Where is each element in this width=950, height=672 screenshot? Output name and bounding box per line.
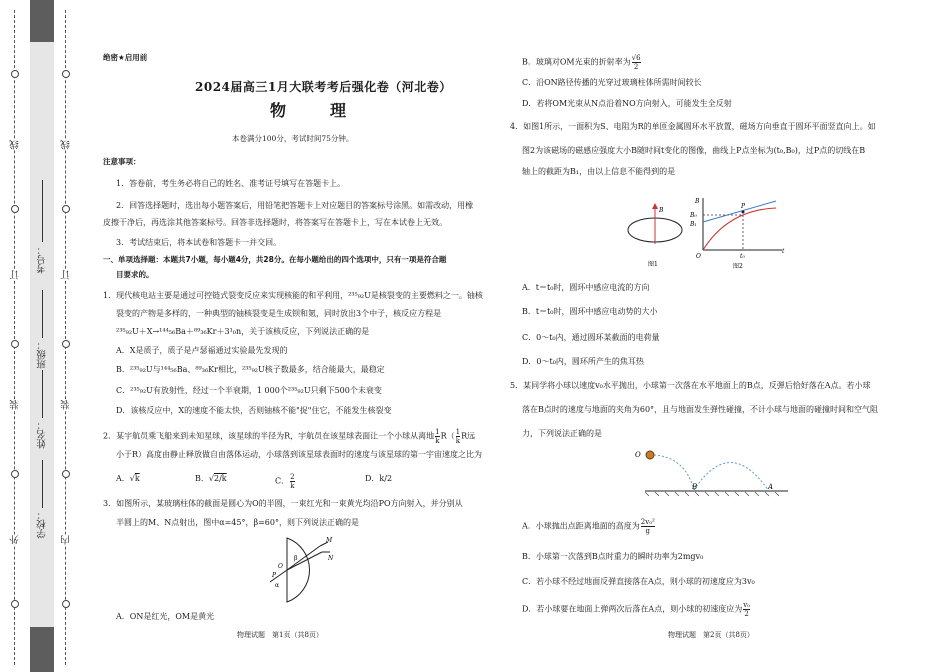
label-p-point: P: [741, 203, 746, 210]
q4-figure-ring: [620, 198, 690, 270]
label-b: B: [692, 483, 698, 491]
q1-line3: ²³⁵₉₂U＋X→¹⁴⁴₅₆Ba＋⁸⁹₃₆Kr＋3¹₀n，关于该核反应，下列说法正确的是: [116, 327, 370, 336]
label-b: B: [659, 207, 664, 214]
class-field-line[interactable]: [42, 290, 43, 338]
label-t0: t₀: [740, 253, 745, 260]
outer-mark: 外: [10, 535, 21, 545]
label-o: O: [635, 451, 641, 459]
name-field-label: 姓名：: [37, 420, 48, 449]
q5-line1: 5．某同学将小球以速度v₀水平抛出，小球第一次落在水平地面上的B点，反弹后恰好落在A点。若小球: [510, 381, 871, 390]
outer-dashed-line: [14, 10, 15, 665]
q4-option-a[interactable]: A．t＝t₀时，圆环中感应电流的方向: [522, 283, 650, 292]
q2-option-a[interactable]: A．√k: [116, 474, 140, 483]
q5-line2: 落在B点时的速度与地面的夹角为60°，且与地面发生弹性碰撞，不计小球与地面的碰撞时间和空气阻: [522, 405, 879, 414]
name-field-line[interactable]: [42, 370, 43, 418]
label-b0: B₀: [690, 212, 697, 219]
q1-option-d[interactable]: D．该核反应中，X的速度不能太快，否则铀核不能"捉"住它，不能发生核裂变: [116, 406, 392, 415]
q4-option-b[interactable]: B．t＝t₀时，圆环中感应电动势的大小: [522, 307, 658, 316]
notes-title: 注意事项：: [103, 157, 141, 166]
section1-heading-cont: 目要求的。: [116, 270, 154, 279]
q3-option-c[interactable]: C．沿ON路径传播的光穿过玻璃柱体所需时间较长: [522, 78, 702, 87]
note-2: 2．回答选择题时，选出每小题答案后，用铅笔把答题卡上对应题目的答案标号涂黑。如需改动，用橡: [116, 201, 474, 210]
label-n: N: [328, 555, 334, 562]
bind-mark-outer: 装: [10, 400, 21, 410]
score-info: 本卷满分100分，考试时间75分钟。: [232, 134, 354, 143]
trajectory-2: [694, 463, 768, 491]
binding-hole: [62, 600, 70, 608]
binding-hole: [11, 70, 19, 78]
inner-dashed-line: [65, 10, 66, 665]
label-beta: β: [294, 555, 298, 562]
q2-option-d[interactable]: D．k/2: [365, 474, 393, 483]
q1-line1: 1．现代核电站主要是通过可控链式裂变反应来实现核能的和平利用，²³⁵₉₂U是核裂变的主要燃料之一。铀核: [103, 291, 483, 300]
inner-mark: 内: [61, 535, 72, 545]
order-mark-inner: 订: [61, 270, 72, 280]
label-origin: O: [696, 253, 701, 260]
binding-hole: [62, 70, 70, 78]
footer-right: 物理试题 第2页（共8页）: [668, 631, 754, 639]
q2-fraction-2: $\frac{1}{k}$: [455, 428, 461, 445]
tangent-line: [703, 201, 776, 222]
binding-hole: [11, 600, 19, 608]
note-2-cont: 皮擦干净后，再选涂其他答案标号。回答非选择题时，将答案写在答题卡上，写在本试卷上无效。: [103, 218, 447, 227]
ground-hatch: [645, 492, 779, 496]
axis-label-t: t: [782, 248, 785, 255]
q3-option-a[interactable]: A．ON是红光，OM是黄光: [116, 612, 215, 621]
school-field-label: 学校：: [37, 510, 48, 539]
q4-figure-graph: [688, 195, 788, 271]
confidential-mark: 绝密★启用前: [103, 53, 148, 62]
label-alpha: α: [275, 582, 280, 589]
q3-option-b[interactable]: B．玻璃对OM光束的折射率为 $\frac{√6}{2}$: [522, 54, 641, 71]
q1-line2: 裂变的产物是多样的，一种典型的铀核裂变是生成钡和氪，同时放出3个中子，核反应方程是: [116, 309, 442, 318]
binding-hole: [11, 205, 19, 213]
line-mark-outer: 线: [10, 140, 21, 150]
fig2-caption: 图2: [733, 263, 743, 270]
q5-option-c[interactable]: C．若小球不经过地面反弹直接落在A点，则小球的初速度应为3v₀: [522, 577, 755, 586]
order-mark-outer: 订: [10, 270, 21, 280]
exam-title: 2024届高三1月大联考考后强化卷（河北卷）: [195, 80, 452, 94]
ball: [646, 451, 654, 459]
id-field-line[interactable]: [42, 180, 43, 242]
q4-option-c[interactable]: C．0～t₀内，通过圆环某截面的电荷量: [522, 333, 660, 342]
label-m: M: [326, 537, 333, 544]
q2-option-c[interactable]: C． $\frac{2}{k}$: [275, 473, 295, 490]
axis-label-b: B: [695, 198, 700, 205]
trajectory-1: [654, 455, 694, 490]
q3-option-d[interactable]: D．若将OM光束从N点沿着NO方向射入，可能发生全反射: [522, 99, 732, 108]
q4-line2: 图2为该磁场的磁感应强度大小B随时间t变化的图像，曲线上P点坐标为(t₀,B₀)，过P点的切线在B: [522, 146, 866, 155]
q3-line1: 3．如图所示，某玻璃柱体的截面是圆心为O的半圆，一束红光和一束黄光均沿PO方向射入，并分别从: [103, 499, 463, 508]
label-o: O: [278, 563, 283, 570]
q5-option-d[interactable]: D．若小球要在地面上弹两次后落在A点，则小球的初速度应为 $\frac{\text{v₀}}{2}$: [522, 601, 750, 618]
arrow-head: [652, 203, 658, 209]
q2-line1-text: 2．某宇航员乘飞船来到未知星球，该星球的半径为R，宇航员在该星球表面让一个小球从离地: [103, 431, 435, 441]
section1-heading: 一、单项选择题：本题共7小题，每小题4分，共28分。在每小题给出的四个选项中，只有一项是符合题: [103, 255, 447, 264]
bind-mark-inner: 装: [61, 400, 72, 410]
label-a: A: [768, 483, 774, 491]
q1-option-c[interactable]: C．²³⁵₉₂U有放射性，经过一个半衰期，1 000个²³⁵₉₂U只剩下500个未衰变: [116, 386, 382, 395]
school-field-line[interactable]: [42, 460, 43, 508]
note-3: 3．考试结束后，将本试卷和答题卡一并交回。: [116, 238, 282, 247]
fig1-caption: 图1: [648, 261, 658, 268]
class-field-label: 班级：: [37, 340, 48, 369]
binding-hole: [11, 340, 19, 348]
q3-semicircle-figure: [270, 530, 350, 610]
footer-left: 物理试题 第1页（共8页）: [237, 631, 323, 639]
semicircle-shape: [287, 538, 310, 602]
q4-line1: 4．如图1所示，一面积为S、电阻为R的单匝金属圆环水平放置，磁场方向垂直于圆环平面竖直向上。如: [510, 122, 876, 131]
q1-option-b[interactable]: B．²³⁵₉₂U与¹⁴⁴₅₆Ba、⁸⁹₃₆Kr相比，²³⁵₉₂U核子数最多，结合能最大，最稳定: [116, 365, 385, 374]
line-mark-inner: 线: [61, 140, 72, 150]
q2-fraction-1: $\frac{1}{k}$: [435, 428, 440, 445]
label-b1: B₁: [690, 221, 697, 228]
binding-hole: [62, 205, 70, 213]
q4-line3: 轴上的截距为B₁，由以上信息不能得到的是: [522, 167, 676, 176]
b-t-curve: [703, 208, 776, 250]
point-p: [742, 211, 745, 214]
subject-title: 物 理: [270, 101, 361, 120]
q4-option-d[interactable]: D．0～t₀内，圆环所产生的焦耳热: [522, 357, 644, 366]
q1-option-a[interactable]: A．X是质子，质子是卢瑟福通过实验最先发现的: [116, 346, 288, 355]
q2-line1: 2．某宇航员乘飞船来到未知星球，该星球的半径为R，宇航员在该星球表面让一个小球从离地 $\frac{1}{k}$ R（ $\frac{1}{k}$ R远: [103, 428, 476, 445]
q5-projectile-figure: [630, 445, 790, 503]
binding-hole: [11, 470, 19, 478]
q3-line2: 半圆上的M、N点射出，图中α=45°，β=60°，则下列说法正确的是: [116, 518, 359, 527]
q5-option-b[interactable]: B．小球第一次落到B点时重力的瞬时功率为2mgv₀: [522, 552, 704, 561]
note-1: 1．答卷前，考生务必将自己的姓名、准考证号填写在答题卡上。: [116, 179, 346, 188]
q5-option-a[interactable]: A．小球抛出点距离地面的高度为 $\frac{\text{2v₀²}}{g}$: [522, 518, 655, 535]
binding-hole: [62, 340, 70, 348]
q2-option-b[interactable]: B．√2/k: [195, 474, 227, 483]
binding-hole: [62, 470, 70, 478]
q5-line3: 力，下列说法正确的是: [522, 429, 602, 438]
q2-line2: 小于R）高度由静止释放做自由落体运动，小球落到该星球表面时的速度与该星球的第一宇宙速度之比为: [116, 450, 483, 459]
label-p: P: [272, 572, 277, 579]
id-field-label: 考号：: [37, 245, 48, 274]
